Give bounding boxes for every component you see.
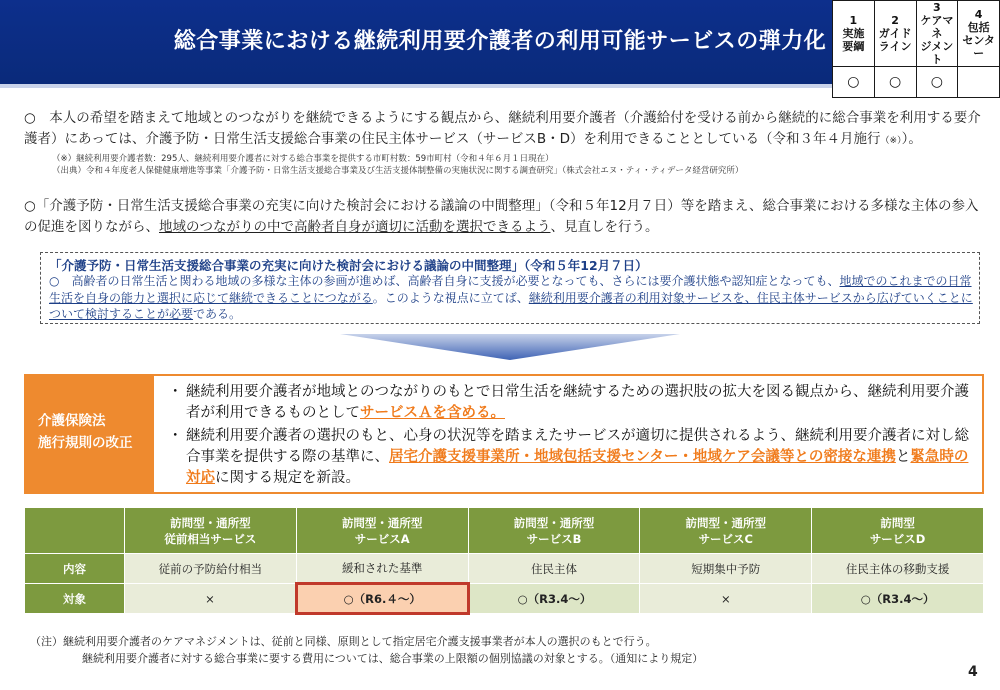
table-cell: 緩和された基準 (296, 554, 468, 584)
status-col-3: 3 ケアマネ ジメント (916, 1, 958, 67)
column-header-service-b: 訪問型・通所型 サービスB (468, 508, 640, 554)
table-cell: ○（R3.4～） (468, 584, 640, 614)
down-arrow-icon (340, 334, 680, 360)
status-value-3: ○ (916, 67, 958, 98)
revision-item-service-a: ・ 継続利用要介護者が地域とのつながりのもとで日常生活を継続するための選択肢の拡大を図る観点から、継続利用要介護者が利用できるものとしてサービスＡを含める。 (168, 384, 969, 421)
status-value-4 (958, 67, 1000, 98)
column-header-service-d: 訪問型 サービスD (812, 508, 984, 554)
paragraph-continued-use: ○ 本人の希望を踏まえて地域とのつながりを継続できるようにする観点から、継続利用要介護者（介護給付を受ける前から継続的に総合事業を利用する要介護者）にあっては、介護予防・日常生活支援総合事業の住民主体サービス（サービスB・D）を利用できることとしている（令和３年４月施行（※））。 (24, 110, 981, 147)
corner-cell (25, 508, 125, 554)
table-cell-highlight: ○（R6.４～） (296, 584, 468, 614)
table-row (25, 584, 984, 614)
note-recipient-count: （※）継続利用要介護者数：295人、継続利用要介護者に対する総合事業を提供する市町村数：59市町村（令和４年６月１日現在） (52, 154, 554, 164)
column-header-service-a: 訪問型・通所型 サービスA (296, 508, 468, 554)
interim-summary-box (40, 252, 980, 324)
table-cell: × (640, 584, 812, 614)
table-cell: 短期集中予防 (640, 554, 812, 584)
page-title: 総合事業における継続利用要介護者の利用可能サービスの弾力化 (173, 29, 827, 54)
status-value-2: ○ (874, 67, 916, 98)
column-header-service-c: 訪問型・通所型 サービスC (640, 508, 812, 554)
revision-item-standards: ・ 継続利用要介護者の選択のもと、心身の状況等を踏まえたサービスが適切に提供されるよう、継続利用要介護者に対し総合事業を提供する際の基準に、居宅介護支援事業所・地域包括支援センター・地域ケア会議等との密接な連携と緊急時の対応に関する規定を新設。 (168, 428, 969, 486)
note-source: （出典）令和４年度老人保健健康増進等事業「介護予防・日常生活支援総合事業及び生活支援体制整備の実施状況に関する調査研究」（株式会社エヌ・ティ・ティデータ経営研究所） (52, 166, 744, 176)
table-cell: 従前の予防給付相当 (125, 554, 297, 584)
service-table (24, 507, 984, 615)
row-label-target: 対象 (25, 584, 125, 614)
status-value-1: ○ (833, 67, 875, 98)
interim-summary-title: 「介護予防・日常生活支援総合事業の充実に向けた検討会における議論の中間整理」（令和５年12月７日） (49, 258, 648, 273)
column-header-previous: 訪問型・通所型 従前相当サービス (125, 508, 297, 554)
status-col-1: 1 実施 要綱 (833, 1, 875, 67)
paragraph-review: ○「介護予防・日常生活支援総合事業の充実に向けた検討会における議論の中間整理」（令和５年12月７日）等を踏まえ、総合事業における多様な主体の参入の促進を図りながら、地域のつながりの中で高齢者自身が適切に活動を選択できるよう、見直しを行う。 (24, 198, 979, 235)
status-col-2: 2 ガイド ライン (874, 1, 916, 67)
table-cell: × (125, 584, 297, 614)
row-label-content: 内容 (25, 554, 125, 584)
footnote-line-2: 継続利用要介護者に対する総合事業に要する費用については、総合事業の上限額の個別協議の対象とする。（通知により規定） (82, 652, 704, 665)
table-cell: ○（R3.4～） (812, 584, 984, 614)
interim-summary-text: ○ 高齢者の日常生活と関わる地域の多様な主体の参画が進めば、高齢者自身に支援が必要となっても、さらには要介護状態や認知症となっても、地域でのこれまでの日常生活を自身の能力と選択に応じて継続できることにつながる。このような視点に立てば、継続利用要介護者の利用対象サービスを、住民主体サービスから広げていくことについて検討することが必要である。 (49, 274, 973, 321)
service-table-header (25, 508, 984, 554)
table-cell: 住民主体 (468, 554, 640, 584)
page-number: 4 (968, 664, 978, 680)
revision-label: 介護保険法 施行規則の改正 (24, 374, 152, 494)
status-table (832, 0, 1000, 98)
table-row (25, 554, 984, 584)
status-col-4: 4 包括 センター (958, 1, 1000, 67)
revision-box (152, 374, 984, 494)
footnote-line-1: （注）継続利用要介護者のケアマネジメントは、従前と同様、原則として指定居宅介護支援事業者が本人の選択のもとで行う。 (30, 635, 657, 648)
table-cell: 住民主体の移動支援 (812, 554, 984, 584)
